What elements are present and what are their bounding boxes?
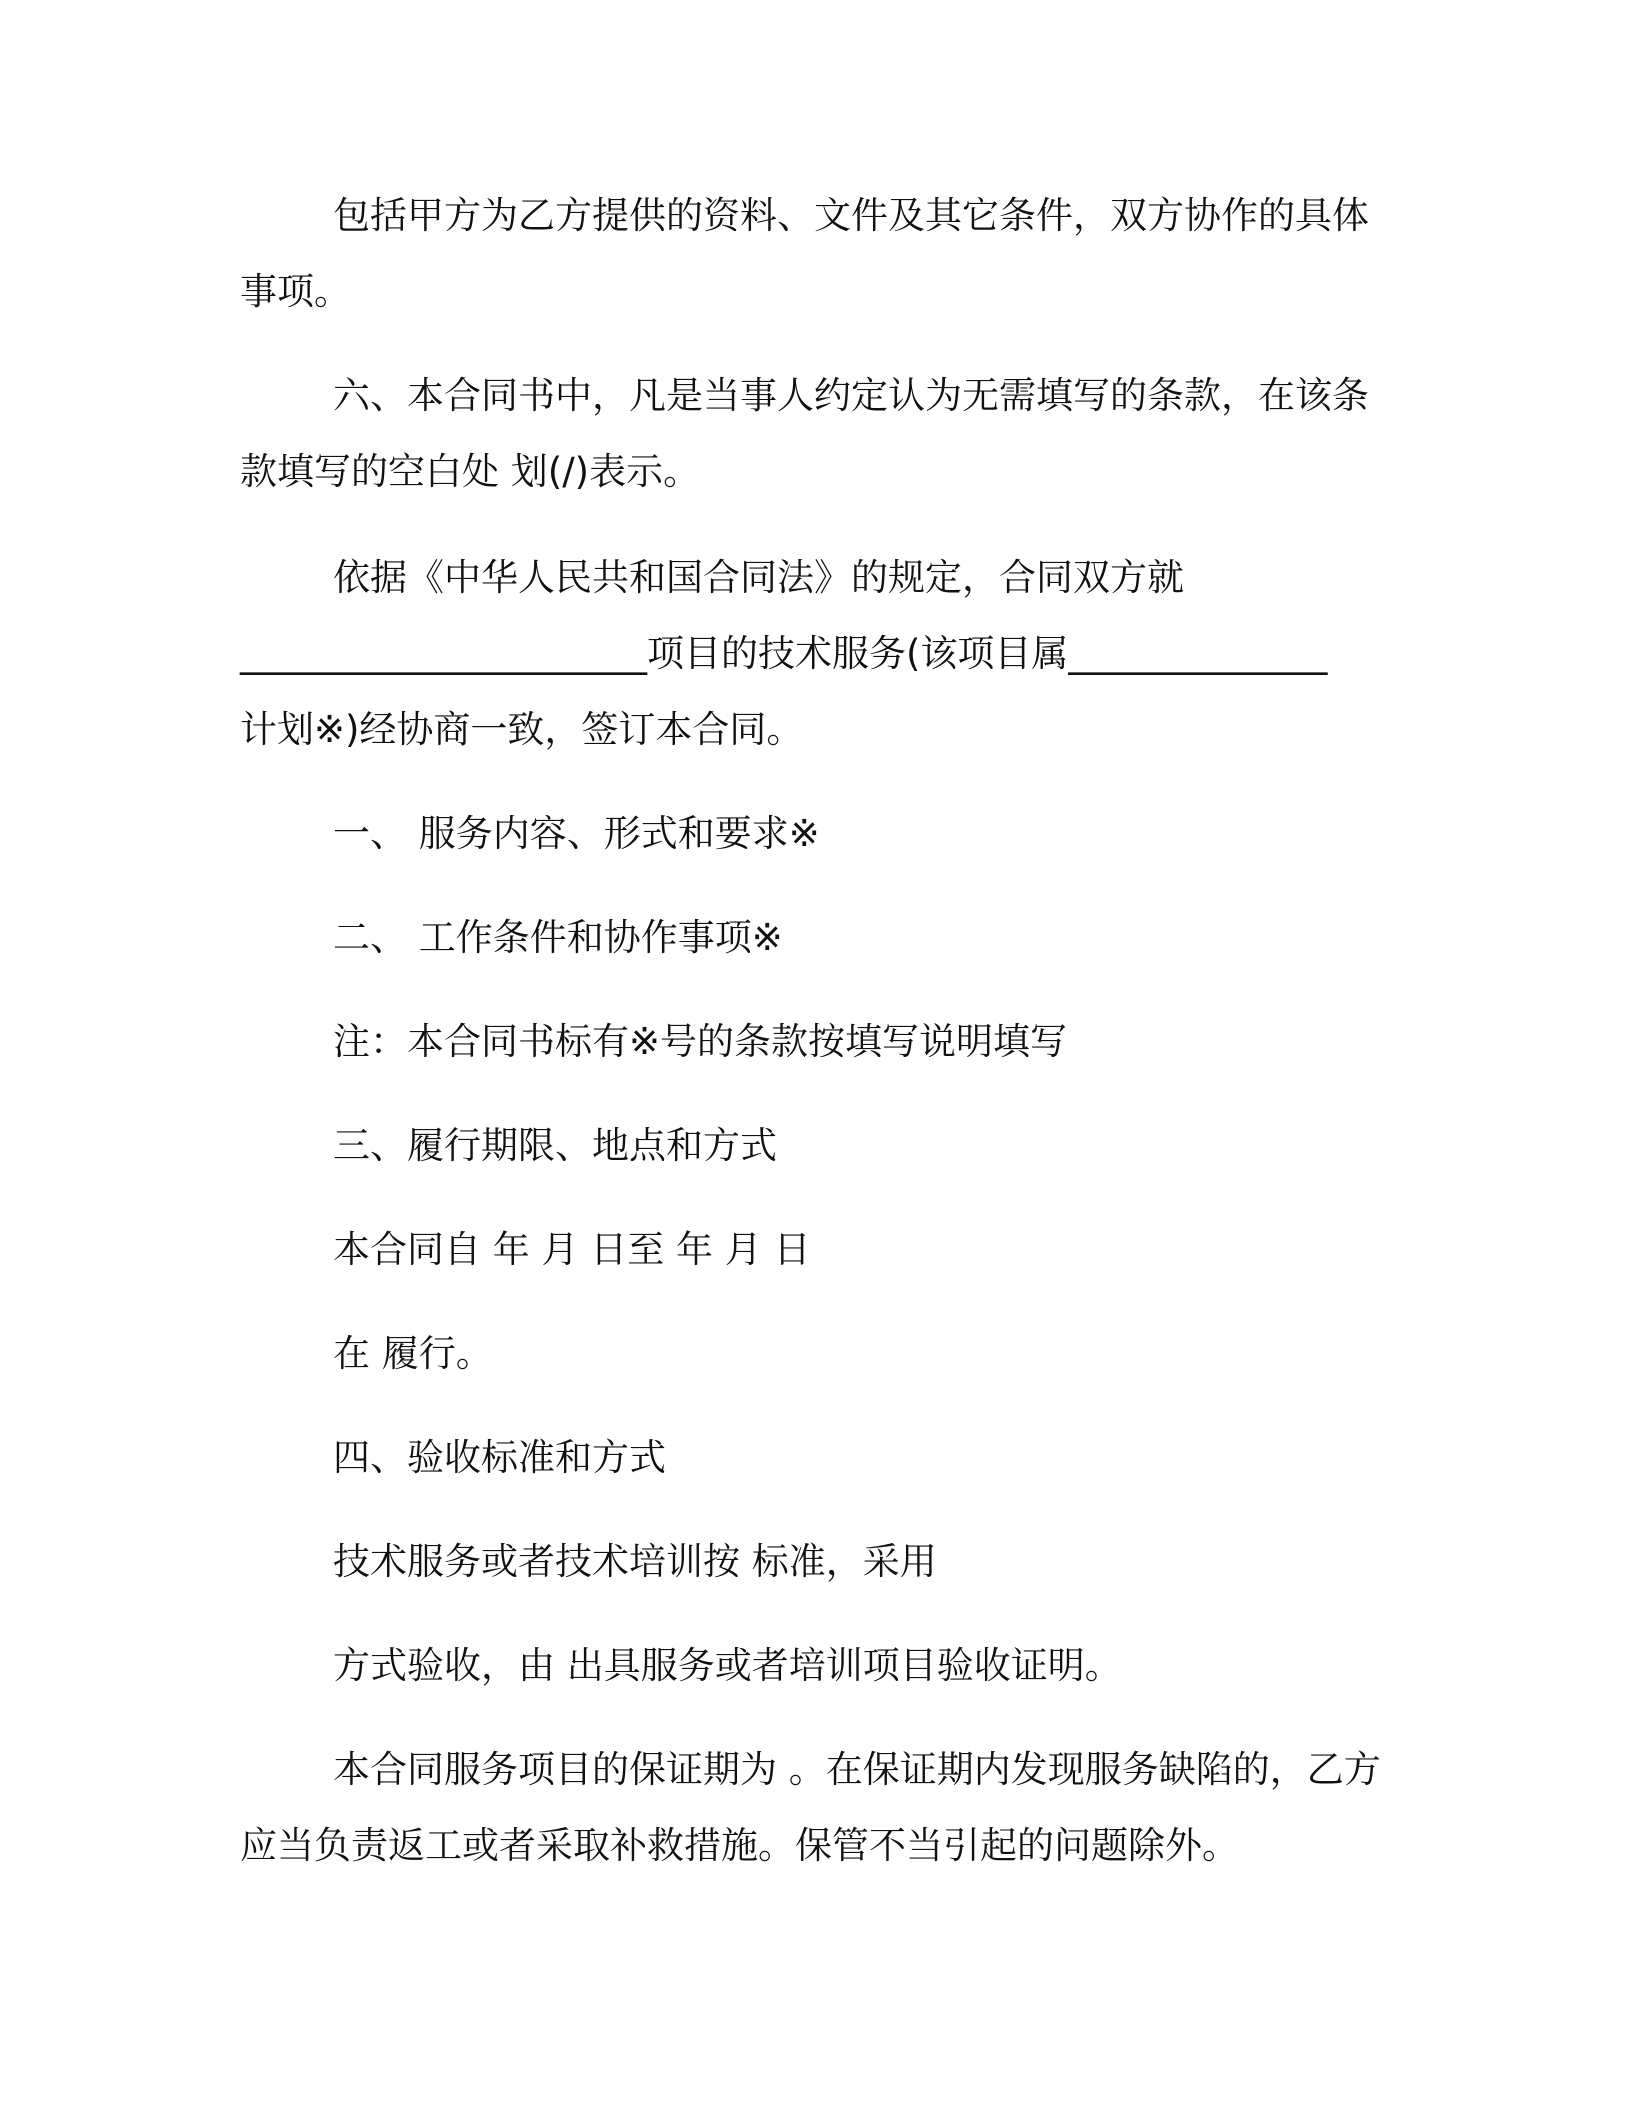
preamble-line: 计划※)经协商一致，签订本合同。 xyxy=(240,708,804,751)
term-dates-line: 本合同自 年 月 日至 年 月 日 xyxy=(333,1228,811,1271)
preamble-line: 依据《中华人民共和国合同法》的规定，合同双方就 xyxy=(333,556,1184,599)
warranty-line: 应当负责返工或者采取补救措施。保管不当引起的问题除外。 xyxy=(240,1824,1239,1867)
clause-six-line: 六、本合同书中，凡是当事人约定认为无需填写的条款，在该条 xyxy=(333,374,1369,417)
note-line: 注：本合同书标有※号的条款按填写说明填写 xyxy=(333,1020,1068,1063)
warranty-line: 本合同服务项目的保证期为 。在保证期内发现服务缺陷的，乙方 xyxy=(333,1748,1381,1791)
section-heading-3: 三、履行期限、地点和方式 xyxy=(333,1124,777,1167)
section-heading-2: 二、 工作条件和协作事项※ xyxy=(333,916,783,959)
preamble-blank-line: ______________________项目的技术服务(该项目属______________ xyxy=(240,632,1328,675)
clause-six-line: 款填写的空白处 划(/)表示。 xyxy=(240,450,701,493)
section-heading-1: 一、 服务内容、形式和要求※ xyxy=(333,812,820,855)
section-heading-4: 四、验收标准和方式 xyxy=(333,1436,666,1479)
paragraph-line: 事项。 xyxy=(240,270,351,313)
acceptance-method-line: 方式验收，由 出具服务或者培训项目验收证明。 xyxy=(333,1644,1122,1687)
acceptance-standard-line: 技术服务或者技术培训按 标准，采用 xyxy=(333,1540,937,1583)
paragraph-line: 包括甲方为乙方提供的资料、文件及其它条件，双方协作的具体 xyxy=(333,194,1369,237)
performance-place-line: 在 履行。 xyxy=(333,1332,493,1375)
